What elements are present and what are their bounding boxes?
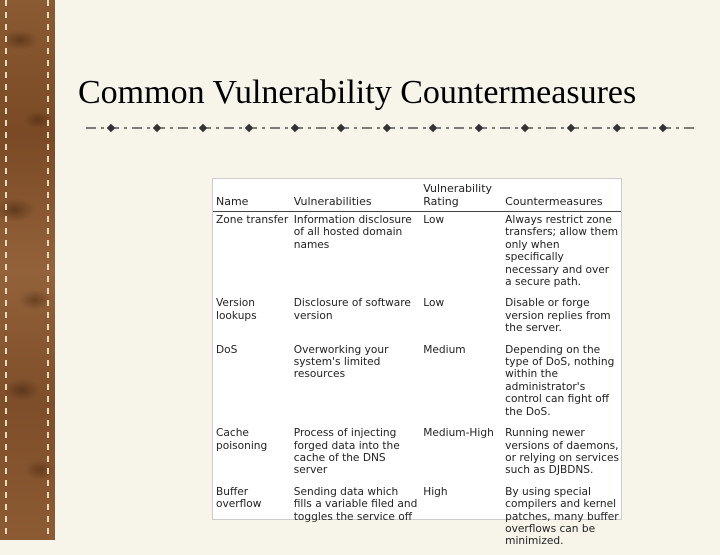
table-row — [213, 212, 621, 296]
cell-vulnerability: Overworking your system's limited resources — [293, 343, 389, 381]
cell-rating: Low — [423, 297, 445, 310]
header-vulnerabilities: Vulnerabilities — [293, 194, 372, 208]
cell-name: Zone transfer — [216, 214, 289, 226]
cell-countermeasure: Depending on the type of DoS, nothing within the administrator's control can fight off the DoS. — [505, 343, 615, 418]
cell-countermeasure: Disable or forge version replies from the server. — [505, 297, 611, 335]
cell-rating: High — [423, 485, 448, 498]
table-row — [213, 425, 621, 484]
header-countermeasures: Countermeasures — [505, 194, 603, 208]
cell-vulnerability: Process of injecting forged data into the cache of the DNS server — [293, 427, 400, 477]
cell-name: Version lookups — [216, 297, 257, 322]
header-name: Name — [216, 194, 249, 208]
cell-countermeasure: Running newer versions of daemons, or relying on services such as DJBDNS. — [505, 427, 619, 477]
vulnerability-table — [213, 179, 621, 555]
table-header-row — [213, 179, 621, 212]
leather-border — [0, 0, 55, 540]
cell-name: Cache poisoning — [216, 427, 268, 452]
table-row — [213, 295, 621, 341]
stitching-right — [47, 0, 49, 540]
slide-title: Common Vulnerability Countermeasures — [78, 74, 637, 111]
cell-rating: Medium — [423, 343, 466, 356]
cell-rating: Medium-High — [423, 427, 494, 440]
cell-name: Buffer overflow — [216, 485, 262, 511]
table-row — [213, 342, 621, 425]
cell-countermeasure: Always restrict zone transfers; allow them only when specifically necessary and over a secure path. — [505, 214, 619, 289]
table-row — [213, 484, 621, 555]
stitching-left — [5, 0, 7, 540]
cell-vulnerability: Information disclosure of all hosted domain names — [293, 214, 412, 251]
cell-countermeasure: By using special compilers and kernel patches, many buffer overflows can be minimized. — [505, 485, 619, 548]
header-rating: Vulnerability Rating — [423, 182, 493, 208]
cell-vulnerability: Disclosure of software version — [293, 297, 411, 322]
cell-vulnerability: Sending data which fills a variable filed and toggles the service off — [293, 485, 418, 523]
decorative-divider — [86, 120, 696, 136]
cell-rating: Low — [423, 214, 445, 226]
cell-name: DoS — [216, 343, 238, 356]
vulnerability-table-image — [212, 178, 622, 548]
